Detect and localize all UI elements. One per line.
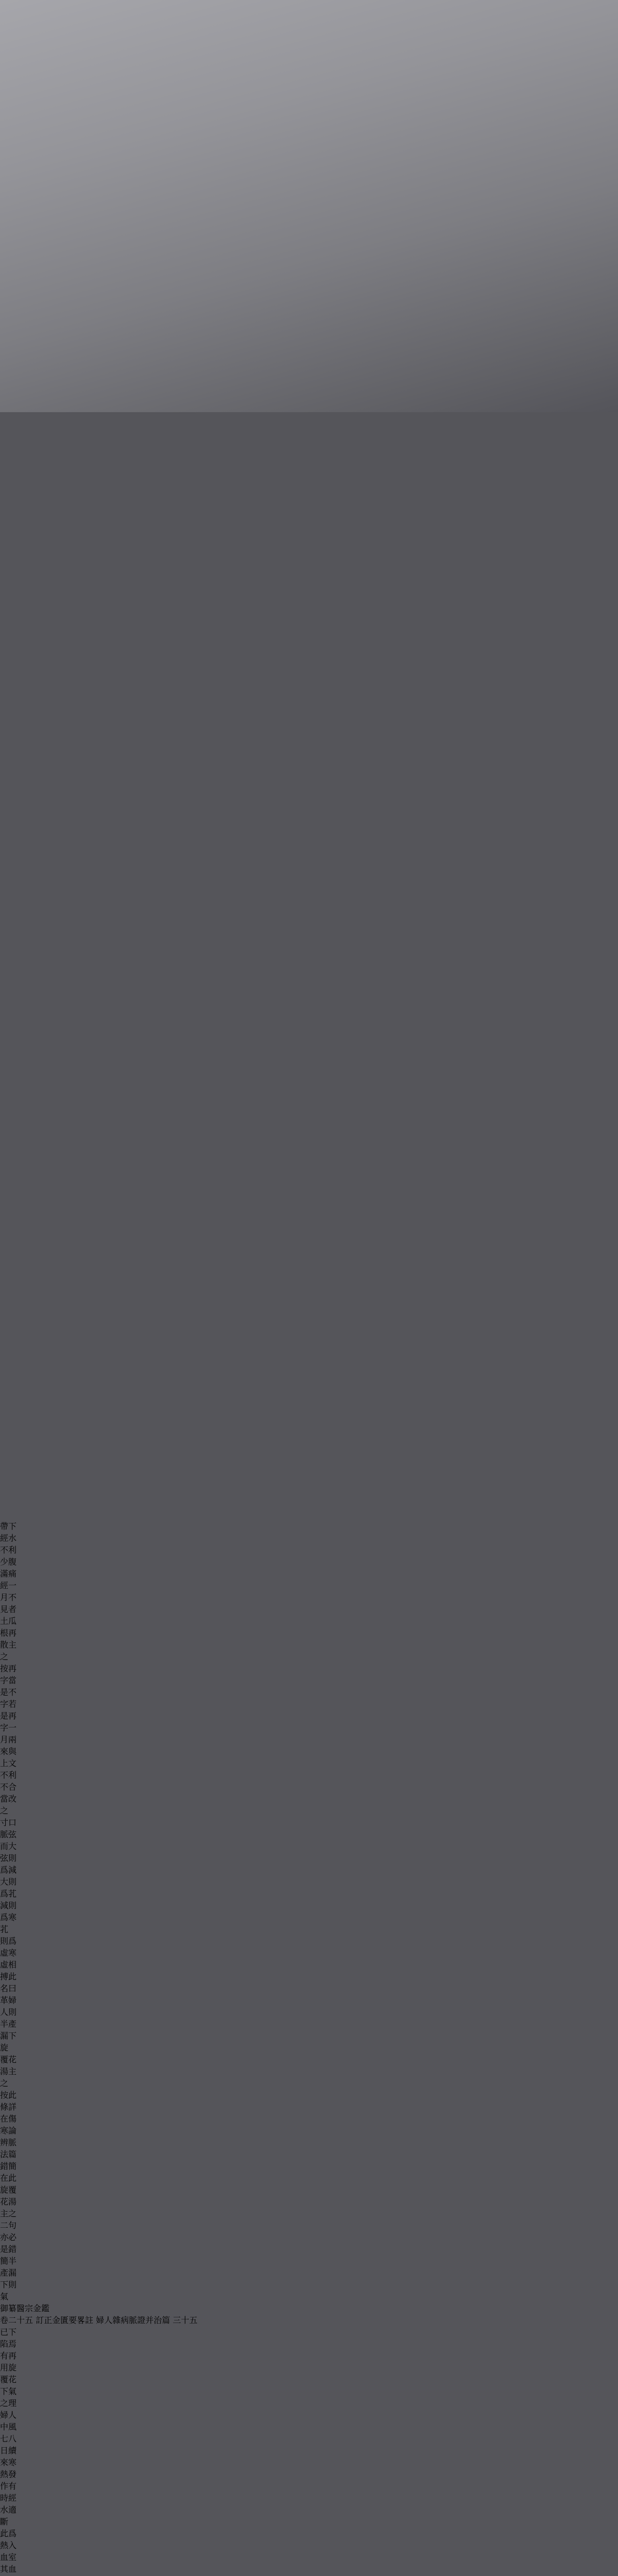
bleedthrough-ghost-text: [0, 1092, 12, 1200]
section-small-text: 訂正金匱要畧註: [36, 2315, 94, 2325]
note-marker-an: 按: [0, 1664, 9, 1673]
text-column: [0, 2409, 23, 2527]
text-column: [0, 1520, 23, 1638]
folio-number: 三十五: [173, 2315, 198, 2325]
bleedthrough-ghost-text: [0, 737, 12, 881]
left-text-frame: [0, 2326, 618, 2576]
bleedthrough-ghost-text: [0, 330, 13, 428]
column-text: 此爲熱入血室其血: [0, 2529, 17, 2574]
text-column: [0, 1662, 23, 1769]
bleedthrough-ghost-text: [0, 623, 12, 737]
left-column-area: [0, 2326, 618, 2576]
bleedthrough-ghost-text: [0, 108, 13, 232]
bleedthrough-ghost-text: [0, 232, 13, 330]
left-page: [52, 20, 310, 380]
column-text: 再字當是不字若是再字一月兩來與上文: [0, 1664, 17, 1768]
book-title: 御纂醫宗金鑑: [0, 2303, 50, 2313]
text-column: [0, 1769, 23, 1816]
right-text-frame: [0, 1520, 618, 2326]
bleedthrough-ghost-text: [0, 1200, 12, 1303]
column-text: 婦人中風七八日續來寒熱發作有時經水適斷: [0, 2410, 17, 2527]
column-text: 帶下經水不利少腹滿痛經一月不見者土瓜根: [0, 1521, 17, 1638]
right-column-area: [0, 1520, 618, 2302]
bleedthrough-ghost-text: [0, 428, 13, 515]
volume-label: 卷二十五: [0, 2315, 33, 2325]
fold-edge-column-right: [0, 2302, 618, 2326]
column-text: 寸口脈弦而大弦則爲減大則爲芤減則爲寒芤: [0, 1818, 17, 1934]
column-text: 散主之: [0, 1640, 17, 1662]
column-text: 覆花湯主之: [0, 2055, 17, 2088]
text-column: [0, 2195, 23, 2302]
column-text: 花湯主之二句亦必是錯簡半產漏下則氣: [0, 2197, 17, 2301]
bleedthrough-ghost-text: [0, 881, 12, 969]
text-column: [0, 2527, 23, 2576]
text-column: [0, 1816, 23, 1935]
text-column: [0, 1935, 23, 2053]
bleedthrough-ghost-text: [0, 969, 12, 1092]
column-text: 則爲虛寒虛相搏此名曰革婦人則半產漏下旋: [0, 1936, 17, 2053]
text-column: [0, 2089, 23, 2195]
text-column: [0, 2326, 23, 2409]
section-small-text: 婦人雜病脈證并治篇: [96, 2315, 170, 2325]
column-text: 已下陷焉有再用旋覆花下氣之理: [0, 2327, 17, 2408]
column-text: 此條詳在傷寒論辨脈法篇錯簡在此旋覆: [0, 2090, 17, 2195]
note-marker-an: 按: [0, 2090, 9, 2100]
bleedthrough-ghost-text: [0, 515, 13, 623]
bleedthrough-ghost-text: [0, 1401, 12, 1520]
bleedthrough-ghost-text: [0, 1303, 12, 1401]
column-text: 不利不合當改之: [0, 1770, 17, 1816]
text-column: [0, 2053, 23, 2089]
text-column: [0, 1638, 23, 1662]
boxed-correction-char: 再: [8, 1628, 17, 1638]
bleedthrough-ghost-text: [0, 0, 13, 108]
